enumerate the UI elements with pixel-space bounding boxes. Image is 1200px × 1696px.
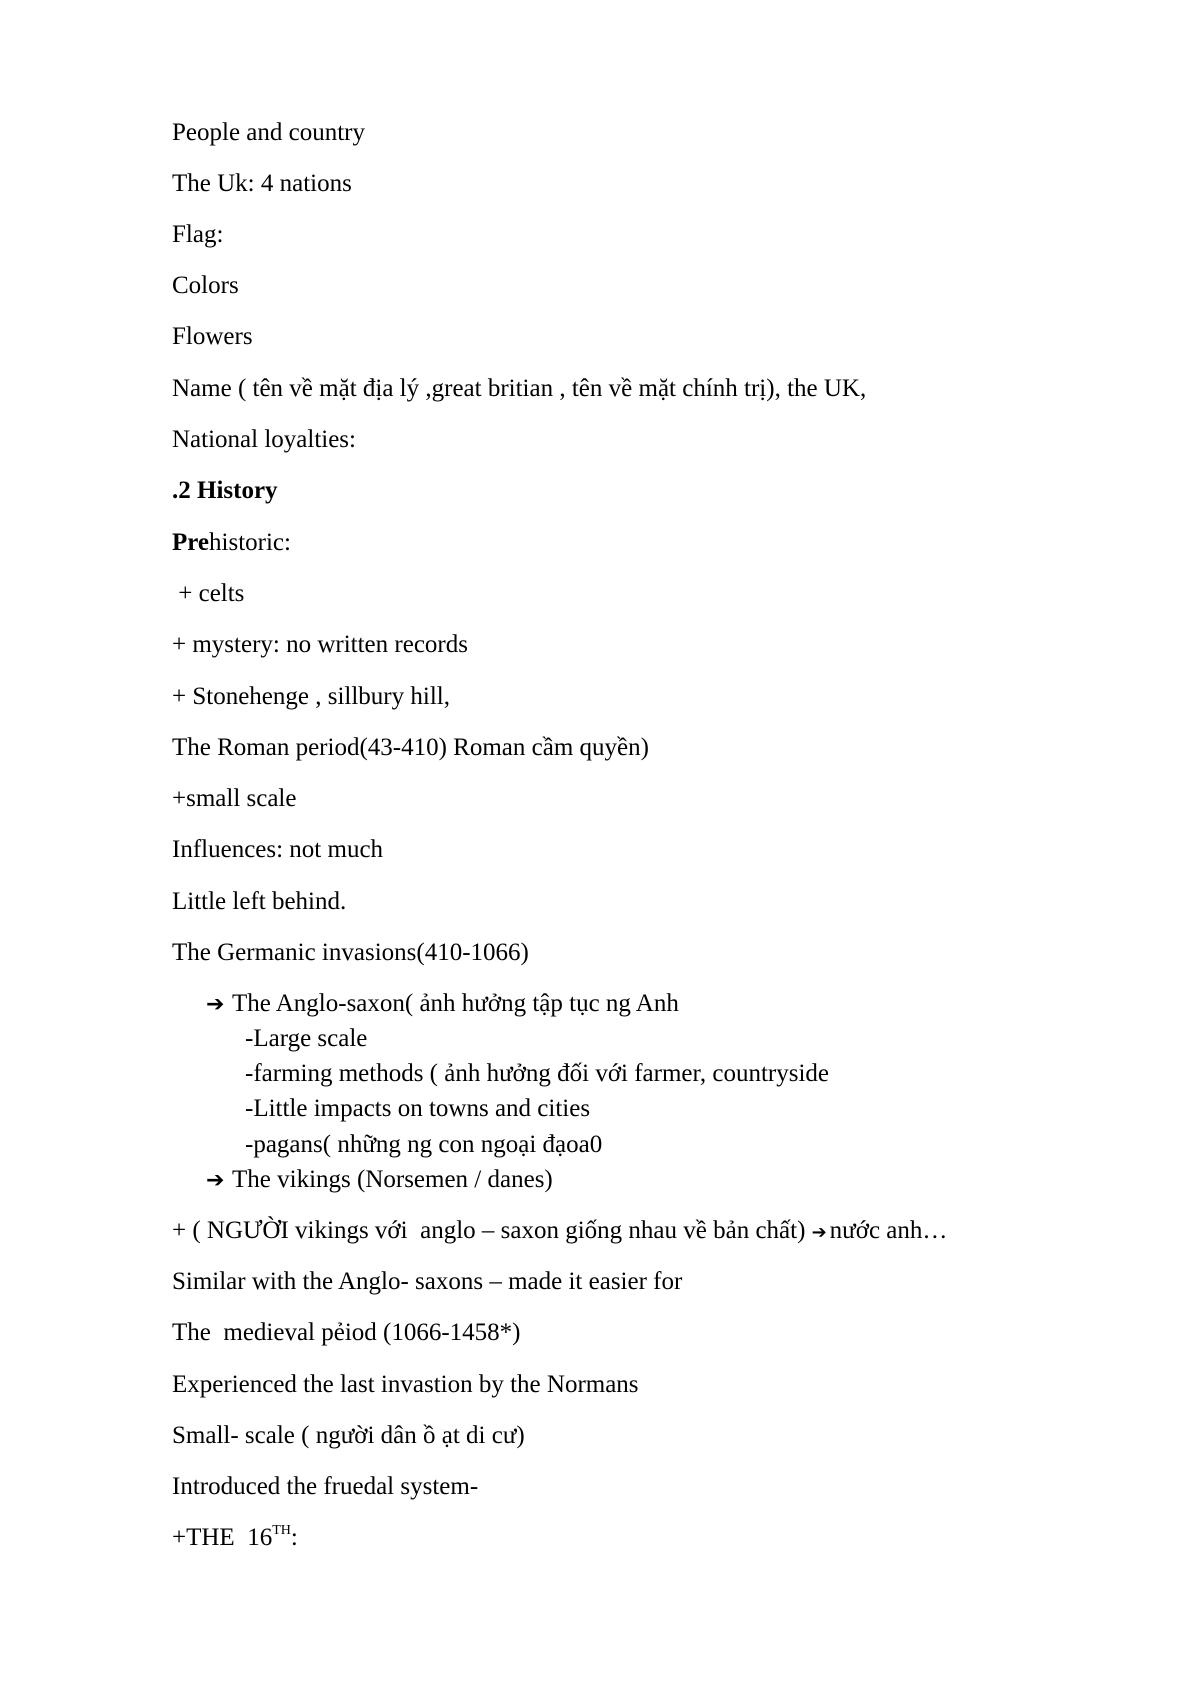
line-nguoi-vikings-text: + ( NGƯỜI vikings với anglo – saxon giống nhau về bản chất) (172, 1217, 812, 1244)
line-national-loyalties: National loyalties: (172, 426, 356, 453)
right-arrow-icon: ➔ (811, 1222, 827, 1243)
line-16th (172, 1523, 298, 1553)
line-name: Name ( tên về mặt địa lý ,great britian , tên về mặt chính trị), the UK, (172, 375, 867, 402)
sub-little-impacts: -Little impacts on towns and cities (245, 1095, 591, 1122)
line-flowers: Flowers (172, 323, 253, 350)
line-last-invasion: Experienced the last invastion by the Normans (172, 1371, 639, 1398)
sub-large-scale: -Large scale (245, 1025, 368, 1052)
line-16th-text: +THE 16 (172, 1524, 273, 1551)
bullet-vikings (206, 1165, 553, 1196)
line-uk-nations: The Uk: 4 nations (172, 170, 352, 197)
line-nguoi-vikings (172, 1216, 947, 1248)
line-colors: Colors (172, 272, 239, 299)
bullet-vikings-text: The vikings (Norsemen / danes) (232, 1166, 553, 1193)
line-medieval-period: The medieval pẻiod (1066-1458*) (172, 1319, 521, 1346)
bullet-anglo-saxon-text: The Anglo-saxon( ảnh hưởng tập tục ng Anh (232, 990, 679, 1017)
heading-history: .2 History (172, 477, 278, 504)
line-16th-colon: : (290, 1524, 298, 1551)
bullet-anglo-saxon (206, 989, 679, 1020)
line-prehistoric (172, 528, 291, 558)
line-mystery: + mystery: no written records (172, 631, 468, 658)
line-small-scale: +small scale (172, 785, 297, 812)
line-stonehenge: + Stonehenge , sillbury hill, (172, 683, 450, 710)
line-germanic-invasions: The Germanic invasions(410-1066) (172, 939, 529, 966)
line-similar: Similar with the Anglo- saxons – made it easier for (172, 1268, 683, 1295)
sub-pagans: -pagans( những ng con ngoại đạoa0 (245, 1131, 603, 1158)
line-16th-superscript: TH (272, 1523, 291, 1538)
line-roman-period: The Roman period(43-410) Roman cầm quyền) (172, 734, 649, 761)
line-flag: Flag: (172, 221, 224, 248)
line-people-and-country: People and country (172, 119, 366, 146)
prehistoric-bold-prefix: Pre (172, 529, 210, 556)
line-small-scale-migration: Small- scale ( người dân ồ ạt di cư) (172, 1422, 525, 1449)
sub-farming-methods: -farming methods ( ảnh hưởng đối với farmer, countryside (245, 1060, 829, 1087)
prehistoric-rest: historic: (209, 529, 291, 556)
line-nuoc-anh: nước anh… (829, 1217, 948, 1244)
right-arrow-icon: ➔ (206, 992, 225, 1017)
line-little-left-behind: Little left behind. (172, 888, 347, 915)
line-feudal-system: Introduced the fruedal system- (172, 1473, 479, 1500)
right-arrow-icon: ➔ (206, 1168, 225, 1193)
line-celts: + celts (172, 580, 245, 607)
line-influences: Influences: not much (172, 836, 384, 863)
